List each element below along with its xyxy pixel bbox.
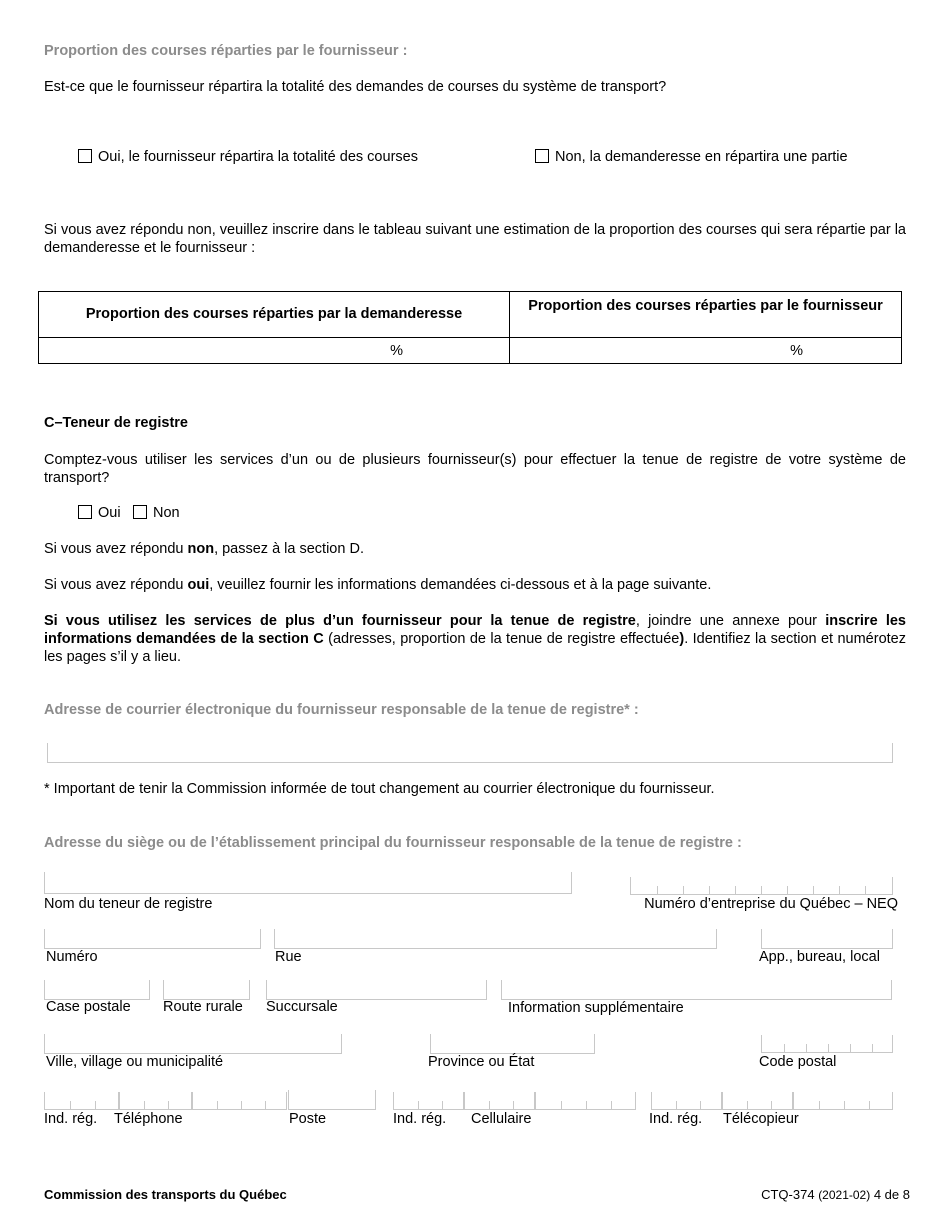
phone-prefix-input[interactable] bbox=[119, 1092, 192, 1110]
proportion-heading: Proportion des courses réparties par le fournisseur : bbox=[44, 43, 408, 59]
neq-label: Numéro d’entreprise du Québec – NEQ bbox=[644, 896, 898, 912]
phone-area-code-label: Ind. rég. bbox=[44, 1111, 98, 1127]
footer-form-id bbox=[761, 1187, 910, 1202]
footer-org: Commission des transports du Québec bbox=[44, 1187, 287, 1202]
suite-label: App., bureau, local bbox=[759, 949, 880, 965]
fax-label: Télécopieur bbox=[723, 1111, 799, 1127]
option-yes-all-label: Oui, le fournisseur répartira la totalité des courses bbox=[98, 149, 418, 165]
registry-no-label: Non bbox=[153, 505, 180, 521]
street-input[interactable] bbox=[274, 929, 717, 949]
col1-unit: % bbox=[390, 342, 403, 359]
cell-prefix-input[interactable] bbox=[464, 1092, 535, 1110]
multi-text1: , joindre une annexe pour bbox=[635, 613, 826, 629]
name-label: Nom du teneur de registre bbox=[44, 896, 213, 912]
table-instruction: Si vous avez répondu non, veuillez inscrire dans le tableau suivant une estimation de la proportion des courses qui sera répartie par la demanderesse et le fournisseur : bbox=[44, 222, 906, 256]
phone-area-code-input[interactable] bbox=[44, 1092, 119, 1110]
phone-label: Téléphone bbox=[114, 1111, 183, 1127]
option-no-partial[interactable] bbox=[535, 149, 848, 165]
checkbox-registry-yes[interactable] bbox=[78, 505, 92, 519]
extra-info-label: Information supplémentaire bbox=[508, 1000, 684, 1016]
number-label: Numéro bbox=[46, 949, 98, 965]
fax-prefix-input[interactable] bbox=[722, 1092, 793, 1110]
address-heading: Adresse du siège ou de l’établissement principal du fournisseur responsable de la tenue de registre : bbox=[44, 835, 742, 851]
if-yes-bold: oui bbox=[187, 577, 210, 593]
registry-yes-label: Oui bbox=[98, 505, 121, 521]
postal-code-label: Code postal bbox=[759, 1054, 837, 1070]
province-input[interactable] bbox=[430, 1034, 595, 1054]
email-input[interactable] bbox=[47, 743, 893, 763]
city-input[interactable] bbox=[44, 1034, 342, 1054]
cell-label: Cellulaire bbox=[471, 1111, 532, 1127]
phone-line-input[interactable] bbox=[192, 1092, 287, 1110]
neq-input[interactable] bbox=[630, 877, 893, 895]
multi-text2: (adresses, proportion de la tenue de registre effectuée bbox=[323, 631, 680, 647]
if-no-bold: non bbox=[187, 541, 215, 557]
fax-line-input[interactable] bbox=[793, 1092, 893, 1110]
footer-form-code: CTQ-374 bbox=[761, 1187, 815, 1202]
postal-code-input[interactable] bbox=[761, 1035, 893, 1053]
footer-form-version: (2021-02) bbox=[818, 1188, 871, 1202]
email-heading: Adresse de courrier électronique du fournisseur responsable de la tenue de registre* : bbox=[44, 702, 639, 718]
rural-route-label: Route rurale bbox=[163, 999, 243, 1015]
cell-area-code-label: Ind. rég. bbox=[393, 1111, 447, 1127]
multi-bold1: Si vous utilisez les services de plus d’un fournisseur pour la tenue de registre bbox=[44, 613, 636, 629]
col1-value-cell[interactable] bbox=[39, 338, 510, 364]
section-c-title: C–Teneur de registre bbox=[44, 415, 188, 431]
if-no-pre: Si vous avez répondu bbox=[44, 541, 188, 557]
multi-bold2: inscrire les informations demandées de la section C bbox=[44, 613, 906, 647]
if-yes-instruction bbox=[44, 577, 711, 593]
cell-line-input[interactable] bbox=[535, 1092, 636, 1110]
fax-area-code-label: Ind. rég. bbox=[649, 1111, 703, 1127]
civic-number-input[interactable] bbox=[44, 929, 261, 949]
col1-header: Proportion des courses réparties par la demanderesse bbox=[39, 292, 510, 338]
if-yes-pre: Si vous avez répondu bbox=[44, 577, 188, 593]
checkbox-registry-no[interactable] bbox=[133, 505, 147, 519]
checkbox-yes-all[interactable] bbox=[78, 149, 92, 163]
proportion-table bbox=[38, 291, 902, 364]
street-label: Rue bbox=[275, 949, 302, 965]
province-label: Province ou État bbox=[428, 1054, 535, 1070]
option-no-partial-label: Non, la demanderesse en répartira une partie bbox=[555, 149, 848, 165]
suite-input[interactable] bbox=[761, 929, 893, 949]
po-box-label: Case postale bbox=[46, 999, 131, 1015]
branch-label: Succursale bbox=[266, 999, 338, 1015]
multiple-suppliers-note bbox=[44, 612, 906, 666]
if-no-instruction bbox=[44, 541, 364, 557]
registry-question: Comptez-vous utiliser les services d’un ou de plusieurs fournisseur(s) pour effectuer la tenue de registre de votre système de transport? bbox=[44, 452, 906, 486]
branch-input[interactable] bbox=[266, 980, 487, 1000]
checkbox-no-partial[interactable] bbox=[535, 149, 549, 163]
if-yes-post: , veuillez fournir les informations demandées ci-dessous et à la page suivante. bbox=[209, 577, 712, 593]
col2-header: Proportion des courses réparties par le fournisseur bbox=[510, 292, 902, 338]
registry-no[interactable] bbox=[133, 505, 180, 521]
fax-area-code-input[interactable] bbox=[651, 1092, 722, 1110]
po-box-input[interactable] bbox=[44, 980, 150, 1000]
email-note: * Important de tenir la Commission informée de tout changement au courrier électronique du fournisseur. bbox=[44, 781, 715, 797]
multi-bold3: ) bbox=[679, 631, 685, 647]
extension-label: Poste bbox=[289, 1111, 327, 1127]
col2-value-cell[interactable] bbox=[510, 338, 902, 364]
option-yes-all[interactable] bbox=[78, 149, 418, 165]
multi-text3: . Identifiez la section et numérotez les pages s’il y a lieu. bbox=[44, 631, 906, 665]
registry-yes[interactable] bbox=[78, 505, 121, 521]
rural-route-input[interactable] bbox=[163, 980, 250, 1000]
cell-area-code-input[interactable] bbox=[393, 1092, 464, 1110]
col2-unit: % bbox=[790, 342, 803, 359]
footer-page: 4 de 8 bbox=[873, 1187, 910, 1202]
extension-input[interactable] bbox=[288, 1090, 376, 1110]
dispatch-question: Est-ce que le fournisseur répartira la totalité des demandes de courses du système de transport? bbox=[44, 79, 667, 95]
registry-name-input[interactable] bbox=[44, 872, 572, 894]
extra-info-input[interactable] bbox=[501, 980, 892, 1000]
city-label: Ville, village ou municipalité bbox=[46, 1054, 224, 1070]
if-no-post: , passez à la section D. bbox=[214, 541, 364, 557]
